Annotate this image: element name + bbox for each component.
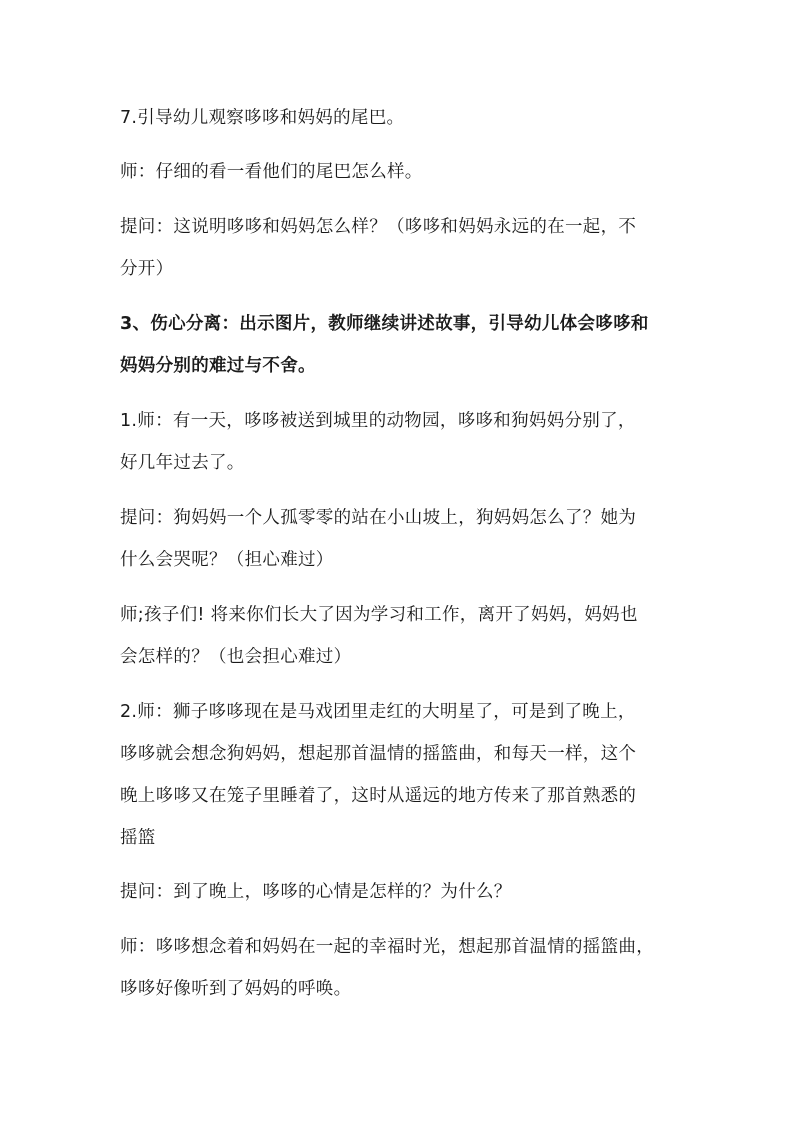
paragraph-line: 什么会哭呢？（担心难过） bbox=[120, 550, 334, 570]
paragraph-line: 哆哆就会想念狗妈妈，想起那首温情的摇篮曲，和每天一样，这个 bbox=[120, 744, 637, 764]
paragraph-line: 1.师：有一天，哆哆被送到城里的动物园，哆哆和狗妈妈分别了， bbox=[120, 411, 636, 431]
paragraph-line: 师;孩子们! 将来你们长大了因为学习和工作，离开了妈妈，妈妈也 bbox=[120, 605, 638, 625]
paragraph-line: 哆哆好像听到了妈妈的呼唤。 bbox=[120, 979, 352, 999]
paragraph-line: 师：哆哆想念着和妈妈在一起的幸福时光，想起那首温情的摇篮曲， bbox=[120, 937, 654, 957]
paragraph-line: 7.引导幼儿观察哆哆和妈妈的尾巴。 bbox=[120, 108, 405, 128]
section-heading-line: 妈妈分别的难过与不舍。 bbox=[120, 356, 316, 376]
paragraph-line: 会怎样的？（也会担心难过） bbox=[120, 647, 352, 667]
paragraph-line: 好几年过去了。 bbox=[120, 453, 245, 473]
paragraph-line: 分开） bbox=[120, 259, 174, 279]
paragraph-line: 晚上哆哆又在笼子里睡着了，这时从遥远的地方传来了那首熟悉的 bbox=[120, 786, 637, 806]
paragraph-line: 2.师：狮子哆哆现在是马戏团里走红的大明星了，可是到了晚上， bbox=[120, 702, 636, 722]
paragraph-line: 提问：狗妈妈一个人孤零零的站在小山坡上，狗妈妈怎么了？她为 bbox=[120, 508, 637, 528]
paragraph-line: 师：仔细的看一看他们的尾巴怎么样。 bbox=[120, 162, 423, 182]
paragraph-line: 提问：到了晚上，哆哆的心情是怎样的？为什么？ bbox=[120, 882, 512, 902]
paragraph-line: 提问：这说明哆哆和妈妈怎么样？（哆哆和妈妈永远的在一起，不 bbox=[120, 217, 637, 237]
paragraph-line: 摇篮 bbox=[120, 828, 156, 848]
section-heading-line: 3、伤心分离：出示图片，教师继续讲述故事，引导幼儿体会哆哆和 bbox=[120, 314, 649, 334]
